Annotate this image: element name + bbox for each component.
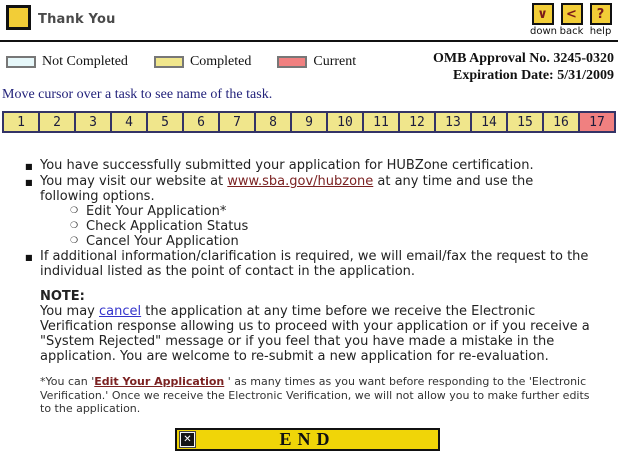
task-8[interactable]: 8 [254, 113, 290, 131]
legend-label: Current [313, 54, 357, 69]
circle-bullet-icon: ❍ [70, 206, 79, 216]
current-swatch [277, 56, 307, 68]
task-16[interactable]: 16 [542, 113, 578, 131]
down-button[interactable] [532, 3, 554, 25]
back-button-label: back [559, 26, 584, 37]
omb-approval-number: OMB Approval No. 3245-0320 [433, 51, 614, 66]
note-text-pre: You may [40, 304, 99, 319]
end-button[interactable] [175, 428, 440, 451]
header-nav-buttons [530, 3, 613, 37]
task-3[interactable]: 3 [74, 113, 110, 131]
down-button-label: down [530, 26, 557, 37]
omb-approval-block [433, 50, 614, 84]
task-6[interactable]: 6 [182, 113, 218, 131]
legend-item-completed [154, 54, 251, 70]
task-hover-instruction: Move cursor over a task to see name of the task. [2, 87, 273, 102]
task-progress-bar [2, 111, 616, 133]
task-13[interactable]: 13 [434, 113, 470, 131]
bullet-website [25, 174, 600, 204]
option-edit-application [70, 204, 600, 219]
sba-hubzone-link[interactable]: www.sba.gov/hubzone [227, 174, 374, 189]
question-mark-icon: ? [596, 6, 605, 22]
task-14[interactable]: 14 [470, 113, 506, 131]
page-logo-square [6, 5, 31, 30]
option-label: Edit Your Application* [86, 204, 227, 219]
back-button-group [559, 3, 584, 37]
back-button[interactable] [561, 3, 583, 25]
bullet-submitted [25, 158, 600, 174]
bullet-clarification [25, 249, 600, 279]
bullet-clarification-text: If additional information/clarification is required, we will email/fax the request to the individual listed as the point of contact in the application. [40, 249, 589, 279]
task-2[interactable]: 2 [38, 113, 74, 131]
task-5[interactable]: 5 [146, 113, 182, 131]
note-text-post: the application at any time before we receive the Electronic Verification response allowing us to proceed with your application or if you receive a "System Rejected" message or if you feel that you have made a mistake in the application. You are welcome to re-submit a new application for re-evaluation. [40, 304, 590, 364]
square-bullet-icon: ■ [25, 253, 33, 262]
main-content [25, 158, 600, 416]
options-list [70, 204, 600, 249]
option-check-status [70, 219, 600, 234]
down-button-group [530, 3, 555, 37]
task-11[interactable]: 11 [362, 113, 398, 131]
square-bullet-icon: ■ [25, 162, 33, 171]
note-paragraph [40, 304, 595, 364]
option-label: Cancel Your Application [86, 234, 239, 249]
legend-item-current [277, 54, 356, 70]
omb-expiration-date: Expiration Date: 5/31/2009 [453, 68, 614, 83]
close-x-icon[interactable]: ✕ [180, 432, 195, 447]
end-button-label: END [279, 429, 336, 449]
circle-bullet-icon: ❍ [70, 221, 79, 231]
help-button-group [588, 3, 613, 37]
option-cancel-application [70, 234, 600, 249]
status-legend [6, 54, 382, 70]
task-12[interactable]: 12 [398, 113, 434, 131]
header-divider [0, 40, 618, 42]
cancel-link[interactable]: cancel [99, 304, 142, 319]
note-label: NOTE: [40, 289, 85, 304]
task-10[interactable]: 10 [326, 113, 362, 131]
task-1[interactable]: 1 [4, 113, 38, 131]
footnote [40, 375, 600, 416]
footnote-text-post: ' as many times as you want before responding to the 'Electronic Verification.' Once we receive the Electronic Verification, we will not allow you to make further edits to the application. [40, 375, 590, 415]
help-button[interactable] [590, 3, 612, 25]
bullet-website-text [40, 174, 592, 204]
chevron-down-icon: ∨ [537, 6, 548, 22]
website-text-pre: You may visit our website at [40, 174, 228, 189]
task-7[interactable]: 7 [218, 113, 254, 131]
square-bullet-icon: ■ [25, 178, 33, 187]
legend-label: Completed [189, 54, 252, 69]
bullet-submitted-text: You have successfully submitted your application for HUBZone certification. [40, 158, 534, 173]
circle-bullet-icon: ❍ [70, 236, 79, 246]
footnote-text-pre: *You can ' [40, 375, 95, 388]
note-block [40, 289, 595, 364]
help-button-label: help [589, 26, 612, 37]
completed-swatch [154, 56, 184, 68]
task-17-current[interactable]: 17 [578, 113, 614, 131]
task-4[interactable]: 4 [110, 113, 146, 131]
edit-application-link[interactable]: Edit Your Application [94, 375, 225, 388]
not-completed-swatch [6, 56, 36, 68]
website-text-post: at any time and use the following options. [40, 174, 534, 204]
task-9[interactable]: 9 [290, 113, 326, 131]
page-title: Thank You [38, 12, 116, 27]
chevron-left-icon: < [566, 6, 577, 22]
legend-item-not-completed [6, 54, 128, 70]
legend-label: Not Completed [42, 54, 128, 69]
option-label: Check Application Status [86, 219, 249, 234]
task-15[interactable]: 15 [506, 113, 542, 131]
